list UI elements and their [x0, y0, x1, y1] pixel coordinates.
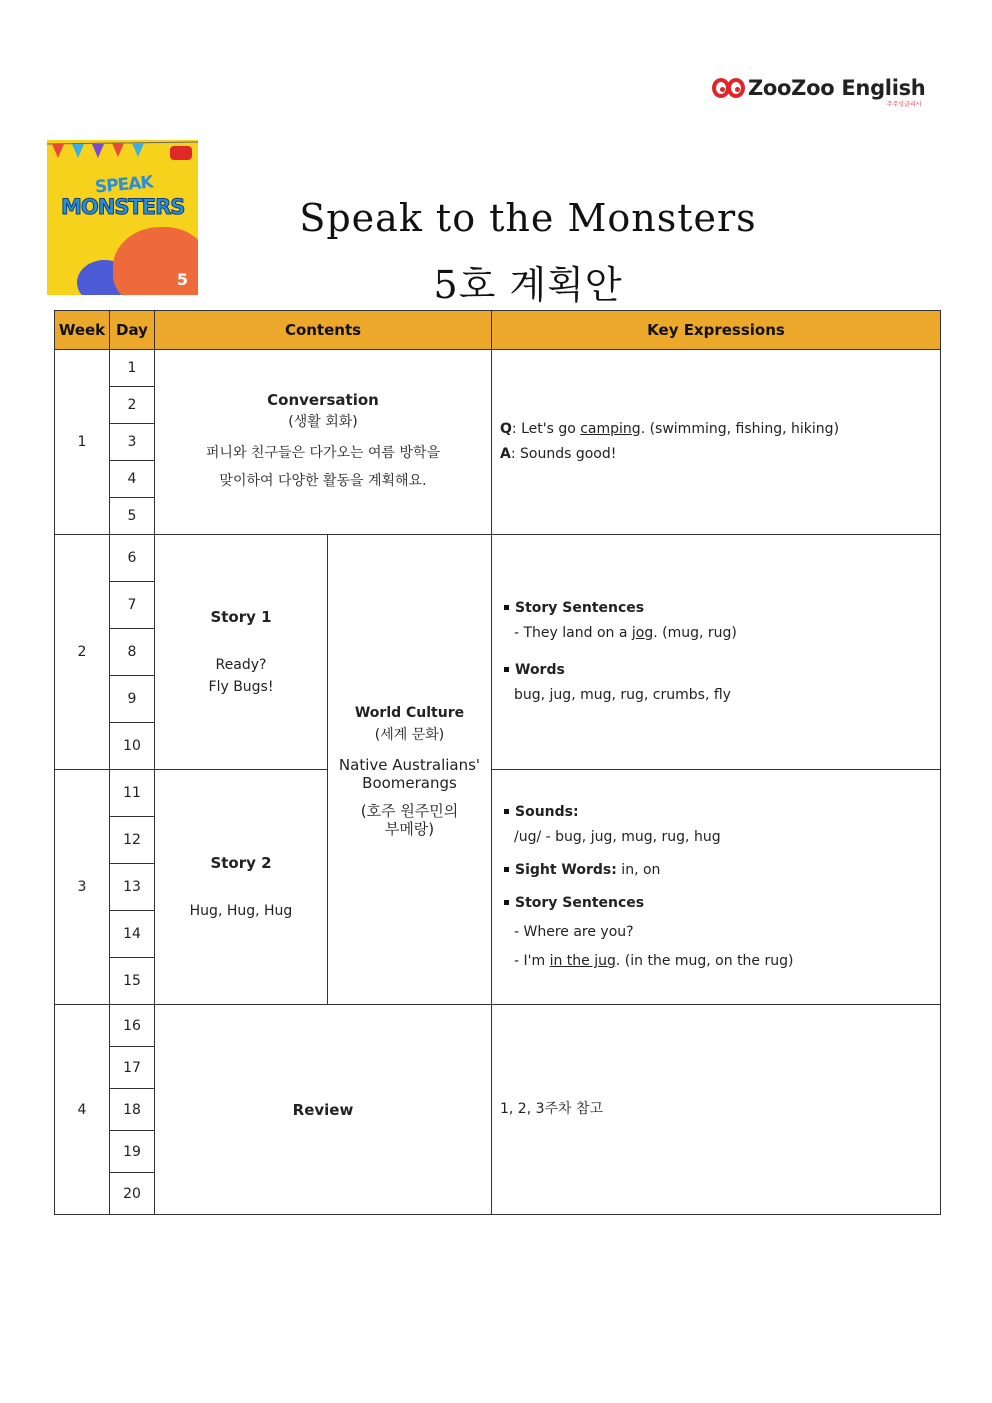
cover-title-line2: MONSTERS: [61, 195, 185, 219]
bullet-square-icon: [504, 900, 509, 905]
bullet-square-icon: [504, 867, 509, 872]
day-cell: 14: [110, 911, 155, 958]
table-row: [55, 535, 941, 582]
table-row: [55, 770, 941, 817]
logo-eyes-icon: [712, 78, 742, 98]
a-label: A: [500, 446, 511, 462]
day-cell: 6: [110, 535, 155, 582]
question-line: [500, 417, 940, 442]
table-row: [55, 350, 941, 387]
logo-text: ZooZoo English: [748, 76, 926, 100]
cover-badge: [170, 146, 192, 160]
story2-line1: Hug, Hug, Hug: [189, 903, 293, 919]
week-cell: 1: [55, 350, 110, 535]
story2-title: Story 2: [210, 854, 272, 872]
book-cover-image: [47, 140, 198, 295]
story-sentence: - Where are you?: [514, 924, 634, 940]
label-text: Words: [515, 662, 565, 678]
table-row: [55, 1005, 941, 1047]
day-cell: 2: [110, 387, 155, 424]
label-text: Story Sentences: [515, 895, 645, 911]
label-text: Sounds:: [515, 804, 579, 820]
sentence-alternatives: . (mug, rug): [653, 625, 737, 641]
culture-line4: 부메랑): [384, 819, 435, 838]
label-text: Story Sentences: [515, 600, 645, 616]
words-list: bug, jug, mug, rug, crumbs, fly: [514, 687, 731, 703]
sounds-label: [500, 800, 940, 825]
q-label: Q: [500, 421, 512, 437]
a-text: : Sounds good!: [510, 446, 617, 462]
sentence-text: - I'm: [514, 953, 550, 969]
cover-number: 5: [176, 270, 188, 289]
day-cell: 8: [110, 629, 155, 676]
conversation-desc-line1: 퍼니와 친구들은 다가오는 여름 방학을: [205, 445, 441, 461]
day-cell: 4: [110, 461, 155, 498]
week4-key-expressions: 1, 2, 3주차 참고: [492, 1005, 941, 1215]
world-culture-cell: [328, 535, 492, 1005]
sight-words-list: in, on: [616, 862, 661, 878]
day-cell: 20: [110, 1173, 155, 1215]
story1-line1: Ready?: [215, 657, 267, 673]
bullet-square-icon: [504, 809, 509, 814]
story2-cell: [155, 770, 328, 1005]
q-alternatives: . (swimming, fishing, hiking): [640, 421, 840, 437]
page-title: Speak to the Monsters: [299, 196, 757, 240]
bullet-square-icon: [504, 667, 509, 672]
header-contents: Contents: [155, 311, 492, 350]
week-cell: 2: [55, 535, 110, 770]
day-cell: 13: [110, 864, 155, 911]
week3-key-expressions: [492, 770, 941, 1005]
day-cell: 9: [110, 676, 155, 723]
story1-line2: Fly Bugs!: [208, 679, 274, 695]
conversation-subtitle: (생활 회화): [288, 414, 358, 430]
story1-cell: [155, 535, 328, 770]
culture-subtitle: (세계 문화): [374, 726, 445, 743]
brand-logo: [712, 72, 926, 108]
sounds-list: /ug/ - bug, jug, mug, rug, hug: [514, 829, 721, 845]
header-day: Day: [110, 311, 155, 350]
sentence-underlined: jog: [631, 625, 654, 641]
sentence-underlined: in the jug: [549, 953, 616, 969]
sentence-alternatives: . (in the mug, on the rug): [615, 953, 794, 969]
story-sentences-label: [500, 891, 940, 916]
week-cell: 3: [55, 770, 110, 1005]
header-key-expressions: Key Expressions: [492, 311, 941, 350]
table-header-row: [55, 311, 941, 350]
story-sentence: [500, 949, 940, 974]
conversation-title: Conversation: [267, 391, 379, 409]
day-cell: 3: [110, 424, 155, 461]
day-cell: 18: [110, 1089, 155, 1131]
q-text: : Let's go: [511, 421, 581, 437]
day-cell: 11: [110, 770, 155, 817]
logo-subtext: 주주잉글리시: [886, 101, 922, 108]
day-cell: 7: [110, 582, 155, 629]
day-cell: 12: [110, 817, 155, 864]
conversation-desc-line2: 맞이하여 다양한 활동을 계획해요.: [219, 473, 427, 489]
cover-title-line1: SPEAK: [94, 172, 154, 198]
culture-title: World Culture: [354, 704, 465, 721]
day-cell: 16: [110, 1005, 155, 1047]
week2-key-expressions: [492, 535, 941, 770]
q-underlined: camping: [580, 421, 641, 437]
culture-line1: Native Australians': [338, 755, 481, 774]
story-sentence: [500, 621, 940, 646]
answer-line: [500, 442, 940, 467]
week-cell: 4: [55, 1005, 110, 1215]
sentence-text: - They land on a: [514, 625, 632, 641]
story-sentences-label: [500, 596, 940, 621]
week1-contents: [155, 350, 492, 535]
lesson-plan-table: [54, 310, 941, 1215]
sight-words: [500, 858, 940, 883]
culture-line2: Boomerangs: [362, 773, 457, 792]
story1-title: Story 1: [210, 608, 272, 626]
culture-line3: (호주 원주민의: [360, 801, 459, 820]
week1-key-expressions: [492, 350, 941, 535]
day-cell: 10: [110, 723, 155, 770]
day-cell: 15: [110, 958, 155, 1005]
review-cell: Review: [155, 1005, 492, 1215]
bullet-square-icon: [504, 605, 509, 610]
day-cell: 5: [110, 498, 155, 535]
header-week: Week: [55, 311, 110, 350]
words-label: [500, 658, 940, 683]
label-text: Sight Words:: [515, 862, 617, 878]
day-cell: 17: [110, 1047, 155, 1089]
day-cell: 1: [110, 350, 155, 387]
day-cell: 19: [110, 1131, 155, 1173]
page-subtitle: 5호 계획안: [433, 263, 623, 307]
